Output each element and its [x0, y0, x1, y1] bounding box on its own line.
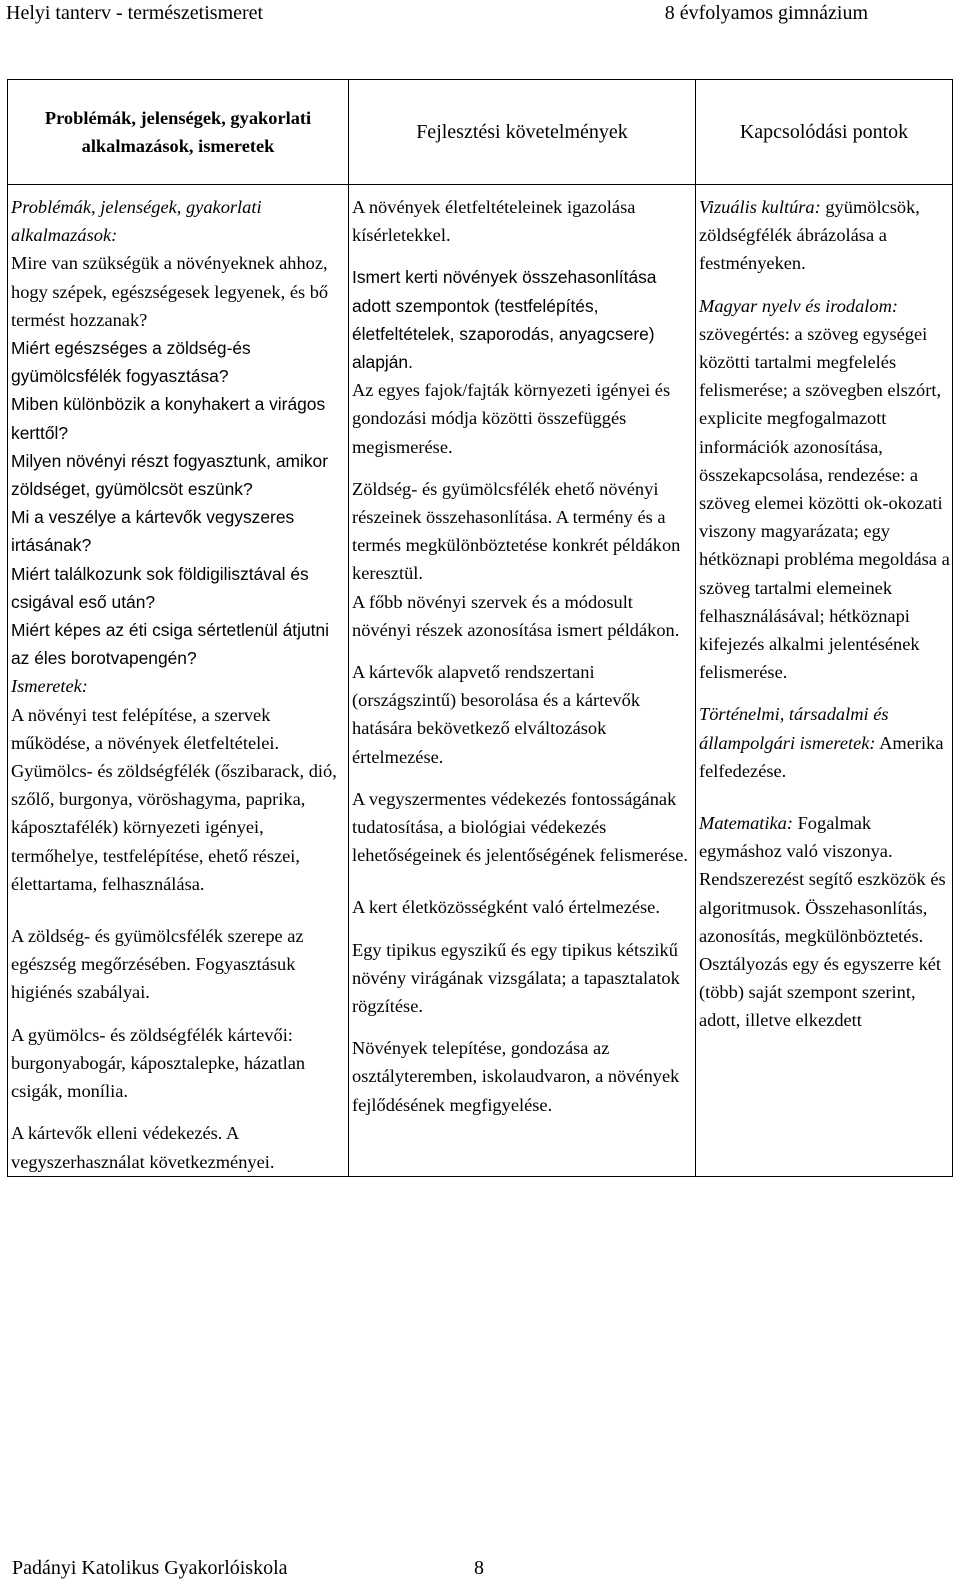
col1-cell: [8, 185, 349, 1177]
requirement-8: A kert életközösségként való értelmezése.: [352, 897, 660, 918]
footer-school: Padányi Katolikus Gyakorlóiskola: [12, 1557, 288, 1579]
page-header: [0, 0, 960, 34]
math-label: Matematika:: [699, 813, 793, 834]
requirement-10: Növények telepítése, gondozása az osztályteremben, iskolaudvaron, a növények fejlődésének megfigyelése.: [352, 1038, 680, 1115]
question-4: Milyen növényi részt fogyasztunk, amikor zöldséget, gyümölcsöt eszünk?: [11, 450, 329, 500]
question-7: Miért képes az éti csiga sértetlenül átjutni az éles borotvapengén?: [11, 620, 330, 669]
col3-header: Kapcsolódási pontok: [696, 80, 953, 185]
curriculum-table: [7, 79, 953, 1177]
visual-culture-text: gyümölcsök, zöldségfélék ábrázolása a festményeken.: [699, 197, 920, 274]
requirement-1: A növények életfeltételeinek igazolása kísérletekkel.: [352, 197, 636, 246]
knowledge-1: A növényi test felépítése, a szervek működése, a növények életfeltételei.: [11, 704, 280, 753]
hungarian-text: szövegértés: a szöveg egységei közötti tartalmi megfelelés felismerése; a szövegben elszórt, explicite megfogalmazott információk azonosítása, összekapcsolása, rendezése: a szöveg elemei közötti ok-okozati viszony magyarázata; egy hétköznapi probléma megoldása a szöveg tartalmi elemeinek felhasználásával; hétköznapi kifejezés alkalmi jelentésének felismerése.: [699, 323, 950, 683]
page-number: 8: [474, 1557, 484, 1579]
requirement-2: Ismert kerti növények összehasonlítása adott szempontok (testfelépítés, életfeltételek, szaporodás, anyagcsere) alapján.: [352, 267, 657, 373]
requirement-7: A vegyszermentes védekezés fontosságának tudatosítása, a biológiai védekezés lehetőségeinek és jelentőségének felismerése.: [352, 788, 688, 866]
question-6: Miért találkozunk sok földigilisztával és csigával eső után?: [11, 563, 309, 612]
question-2: Miért egészséges a zöldség-és gyümölcsfélék fogyasztása?: [11, 338, 251, 387]
page-footer: [12, 1557, 484, 1580]
col3-cell: [696, 185, 953, 1177]
requirement-5: A főbb növényi szervek és a módosult növényi részek azonosítása ismert példákon.: [352, 591, 680, 640]
question-1: Mire van szükségük a növényeknek ahhoz, hogy szépek, egészségesek legyenek, és bő termést hozzanak?: [11, 253, 329, 330]
question-5: Mi a veszélye a kártevők vegyszeres irtásának?: [11, 507, 295, 556]
header-grade: 8 évfolyamos gimnázium: [664, 2, 868, 24]
requirement-3: Az egyes fajok/fajták környezeti igényei és gondozási módja közötti összefüggés megismerése.: [352, 380, 671, 457]
header-title: Helyi tanterv - természetismeret: [6, 2, 264, 24]
requirement-9: Egy tipikus egyszikű és egy tipikus kétszikű növény virágának vizsgálata; a tapasztalatok rögzítése.: [352, 939, 680, 1017]
knowledge-2: Gyümölcs- és zöldségfélék (őszibarack, dió, szőlő, burgonya, vöröshagyma, paprika, káposztafélék) környezeti igényei, termőhelye, testfelépítése, ehető részei, élettartama, felhasználása.: [11, 761, 337, 894]
knowledge-4: A gyümölcs- és zöldségfélék kártevői: burgonyabogár, káposztalepke, házatlan csigák, monília.: [11, 1024, 306, 1102]
col1-header: Problémák, jelenségek, gyakorlati alkalmazások, ismeretek: [8, 80, 349, 185]
hungarian-label: Magyar nyelv és irodalom:: [699, 295, 899, 316]
visual-culture-label: Vizuális kultúra:: [699, 197, 821, 217]
requirement-6: A kártevők alapvető rendszertani (országszintű) besorolása és a kártevők hatására bekövetkező elváltozások értelmezése.: [352, 662, 641, 767]
knowledge-5: A kártevők elleni védekezés. A vegyszerhasználat következményei.: [11, 1123, 275, 1172]
math-text: Fogalmak egymáshoz való viszonya. Rendszerezést segítő eszközök és algoritmusok. Összehasonlítás, azonosítás, megkülönböztetés. Osztályozás egy és egyszerre két (több) saját szempont szerint, adott, illetve elkezdett: [699, 813, 946, 1031]
knowledge-3: A zöldség- és gyümölcsfélék szerepe az egészség megőrzésében. Fogyasztásuk higiénés szabályai.: [11, 926, 304, 1003]
requirement-4: Zöldség- és gyümölcsfélék ehető növényi részeinek összehasonlítása. A termény és a termés megkülönböztetése konkrét példákon keresztül.: [352, 478, 681, 584]
problems-label: Problémák, jelenségek, gyakorlati alkalmazások:: [11, 197, 262, 246]
history-text: Amerika felfedezése.: [699, 732, 944, 781]
history-label: Történelmi, társadalmi és állampolgári ismeretek:: [699, 704, 889, 753]
col2-cell: [349, 185, 696, 1177]
table-header-row: [8, 80, 953, 185]
question-3: Miben különbözik a konyhakert a virágos kerttől?: [11, 394, 326, 443]
table-content-row: [8, 185, 953, 1177]
knowledge-label: Ismeretek:: [11, 676, 88, 697]
col2-header: Fejlesztési követelmények: [349, 80, 696, 185]
